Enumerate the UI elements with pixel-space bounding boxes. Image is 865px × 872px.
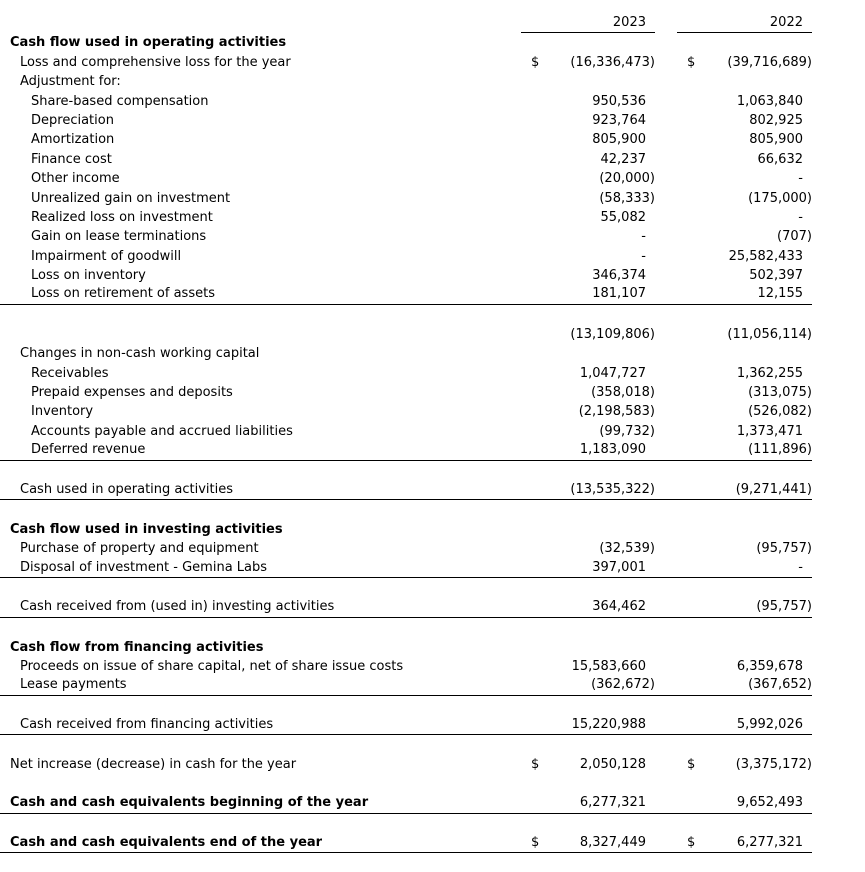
dollar-sign: $ — [531, 834, 540, 850]
value-2022 — [677, 169, 812, 188]
cell-value: 66,632 — [757, 151, 803, 167]
cell-value: (367,652) — [748, 677, 812, 693]
row-label: Cash received from financing activities — [20, 716, 274, 732]
cell-value: (95,757) — [756, 599, 812, 615]
value-2022 — [677, 715, 812, 734]
cell-value: 6,277,321 — [736, 834, 803, 850]
value-2022 — [677, 150, 812, 169]
table-row — [0, 520, 812, 539]
spacer-row — [0, 305, 812, 325]
value-2023 — [521, 169, 655, 188]
table-row — [0, 755, 812, 774]
cell-value: (3,375,172) — [735, 757, 812, 773]
value-2022 — [677, 597, 812, 616]
value-2023 — [521, 208, 655, 227]
value-2022 — [677, 383, 812, 402]
table-row — [0, 169, 812, 188]
cell-value: 6,277,321 — [579, 795, 646, 811]
value-2023 — [521, 539, 655, 558]
cell-value: 364,462 — [592, 599, 646, 615]
value-2023 — [521, 266, 655, 285]
row-label: Prepaid expenses and deposits — [31, 385, 233, 401]
row-label: Other income — [31, 171, 120, 187]
value-2023 — [521, 558, 655, 577]
value-2022 — [677, 558, 812, 577]
value-2023 — [521, 284, 655, 303]
cell-value: (9,271,441) — [735, 481, 812, 497]
table-row — [0, 657, 812, 676]
cell-value: - — [641, 229, 646, 245]
cell-value: (526,082) — [748, 404, 812, 420]
row-label: Impairment of goodwill — [31, 248, 182, 264]
spacer-row — [0, 500, 812, 520]
dollar-sign: $ — [687, 757, 696, 773]
row-label: Loss and comprehensive loss for the year — [20, 54, 291, 70]
cell-value: - — [641, 248, 646, 264]
cell-value: (362,672) — [591, 677, 655, 693]
row-label: Adjustment for: — [20, 74, 121, 90]
value-2023 — [521, 111, 655, 130]
value-2022 — [677, 325, 812, 344]
value-2023 — [521, 189, 655, 208]
cell-value: - — [798, 171, 803, 187]
cell-value: 5,992,026 — [736, 716, 803, 732]
cell-value: 181,107 — [592, 286, 646, 302]
value-2022 — [677, 440, 812, 459]
dollar-sign: $ — [531, 757, 540, 773]
cell-value: 1,047,727 — [579, 365, 646, 381]
table-row — [0, 266, 812, 285]
table-row — [0, 285, 812, 304]
cell-value: (2,198,583) — [578, 404, 655, 420]
table-row — [0, 422, 812, 441]
table-row — [0, 539, 812, 558]
value-2023 — [521, 227, 655, 246]
table-row — [0, 247, 812, 266]
value-2022 — [677, 480, 812, 499]
column-header-2023: 2023 — [612, 14, 646, 30]
row-label: Receivables — [31, 365, 109, 381]
row-label: Amortization — [31, 132, 115, 148]
row-label: Disposal of investment - Gemina Labs — [20, 559, 268, 575]
cell-value: 15,220,988 — [571, 716, 646, 732]
value-2023 — [521, 247, 655, 266]
table-row — [0, 33, 812, 52]
value-2023 — [521, 597, 655, 616]
value-2023 — [521, 675, 655, 694]
value-2022 — [677, 227, 812, 246]
value-2023 — [521, 833, 655, 852]
table-row — [0, 402, 812, 421]
row-label: Accounts payable and accrued liabilities — [31, 423, 293, 439]
value-2022 — [677, 657, 812, 676]
spacer-row — [0, 578, 812, 598]
cell-value: 1,063,840 — [736, 93, 803, 109]
row-label: Net increase (decrease) in cash for the year — [10, 757, 297, 773]
table-row — [0, 189, 812, 208]
value-2022 — [677, 364, 812, 383]
cell-value: (13,535,322) — [570, 481, 655, 497]
cell-value: (95,757) — [756, 541, 812, 557]
cell-value: - — [798, 209, 803, 225]
cell-value: (58,333) — [599, 190, 655, 206]
value-2023 — [521, 325, 655, 344]
cell-value: (111,896) — [748, 442, 812, 458]
spacer-row — [0, 461, 812, 481]
value-2023 — [521, 383, 655, 402]
dollar-sign: $ — [687, 834, 696, 850]
value-2023 — [521, 130, 655, 149]
value-2022 — [677, 208, 812, 227]
row-label: Cash flow used in investing activities — [10, 521, 283, 537]
cell-value: - — [798, 559, 803, 575]
value-2022 — [677, 266, 812, 285]
cell-value: (707) — [777, 229, 812, 245]
cell-value: 397,001 — [592, 559, 646, 575]
value-2022 — [677, 111, 812, 130]
value-2022 — [677, 833, 812, 852]
cell-value: (20,000) — [599, 171, 655, 187]
cell-value: 502,397 — [749, 268, 803, 284]
row-label: Realized loss on investment — [31, 209, 213, 225]
column-header-row — [0, 14, 812, 33]
table-row — [0, 150, 812, 169]
value-2022 — [677, 793, 812, 812]
row-label: Finance cost — [31, 151, 112, 167]
year-2023-header — [521, 13, 655, 33]
value-2022 — [677, 92, 812, 111]
cell-value: 1,183,090 — [579, 442, 646, 458]
column-header-2022: 2022 — [769, 14, 803, 30]
table-row — [0, 364, 812, 383]
table-row — [0, 638, 812, 657]
cell-value: 15,583,660 — [571, 658, 646, 674]
table-row — [0, 598, 812, 617]
row-label: Changes in non-cash working capital — [20, 346, 260, 362]
value-2022 — [677, 53, 812, 72]
row-label: Deferred revenue — [31, 442, 146, 458]
row-label: Cash received from (used in) investing activities — [20, 599, 335, 615]
row-label: Cash used in operating activities — [20, 481, 234, 497]
row-label: Share-based compensation — [31, 93, 209, 109]
row-label: Inventory — [31, 404, 94, 420]
table-row — [0, 53, 812, 72]
cell-value: (32,539) — [599, 541, 655, 557]
row-label: Cash and cash equivalents beginning of the year — [10, 795, 369, 811]
value-2023 — [521, 53, 655, 72]
cell-value: (175,000) — [748, 190, 812, 206]
cell-value: 9,652,493 — [736, 795, 803, 811]
table-row — [0, 795, 812, 814]
table-row — [0, 716, 812, 735]
dollar-sign: $ — [687, 54, 696, 70]
row-label: Proceeds on issue of share capital, net of share issue costs — [20, 658, 404, 674]
cell-value: (358,018) — [591, 385, 655, 401]
spacer-row — [0, 814, 812, 834]
row-label: Purchase of property and equipment — [20, 541, 259, 557]
value-2022 — [677, 189, 812, 208]
cell-value: 12,155 — [757, 286, 803, 302]
cell-value: 8,327,449 — [579, 834, 646, 850]
value-2022 — [677, 539, 812, 558]
value-2023 — [521, 364, 655, 383]
value-2023 — [521, 92, 655, 111]
table-row — [0, 834, 812, 853]
value-2023 — [521, 755, 655, 774]
value-2023 — [521, 480, 655, 499]
cell-value: 923,764 — [592, 112, 646, 128]
cell-value: (13,109,806) — [570, 326, 655, 342]
value-2023 — [521, 422, 655, 441]
value-2023 — [521, 657, 655, 676]
cell-value: 55,082 — [600, 209, 646, 225]
row-label: Lease payments — [20, 677, 127, 693]
value-2023 — [521, 715, 655, 734]
cell-value: (313,075) — [748, 385, 812, 401]
cell-value: (16,336,473) — [570, 54, 655, 70]
spacer-row — [0, 696, 812, 716]
row-label: Cash flow from financing activities — [10, 639, 264, 655]
row-label: Depreciation — [31, 112, 114, 128]
dollar-sign: $ — [531, 54, 540, 70]
row-label: Gain on lease terminations — [31, 229, 207, 245]
table-row — [0, 383, 812, 402]
table-row — [0, 227, 812, 246]
value-2022 — [677, 247, 812, 266]
value-2022 — [677, 130, 812, 149]
value-2023 — [521, 150, 655, 169]
cell-value: 802,925 — [749, 112, 803, 128]
spacer-row — [0, 618, 812, 638]
row-label: Unrealized gain on investment — [31, 190, 231, 206]
cell-value: 2,050,128 — [579, 757, 646, 773]
cell-value: 1,373,471 — [736, 423, 803, 439]
value-2022 — [677, 284, 812, 303]
cell-value: 950,536 — [592, 93, 646, 109]
cell-value: 346,374 — [592, 268, 646, 284]
spacer-row — [0, 735, 812, 755]
row-label: Cash and cash equivalents end of the year — [10, 834, 323, 850]
cell-value: 805,900 — [749, 132, 803, 148]
table-row — [0, 208, 812, 227]
cell-value: 6,359,678 — [736, 658, 803, 674]
table-rows — [0, 33, 812, 853]
value-2022 — [677, 675, 812, 694]
table-row — [0, 344, 812, 363]
cell-value: 805,900 — [592, 132, 646, 148]
cell-value: 25,582,433 — [728, 248, 803, 264]
row-label: Loss on retirement of assets — [31, 286, 215, 302]
cell-value: 1,362,255 — [736, 365, 803, 381]
row-label: Cash flow used in operating activities — [10, 35, 287, 51]
year-2022-header — [677, 13, 812, 33]
cell-value: (39,716,689) — [727, 54, 812, 70]
value-2022 — [677, 402, 812, 421]
value-2022 — [677, 755, 812, 774]
value-2023 — [521, 793, 655, 812]
table-row — [0, 130, 812, 149]
value-2023 — [521, 402, 655, 421]
cell-value: (11,056,114) — [727, 326, 812, 342]
row-label: Loss on inventory — [31, 268, 146, 284]
spacer-row — [0, 775, 812, 795]
table-row — [0, 72, 812, 91]
value-2023 — [521, 440, 655, 459]
table-row — [0, 111, 812, 130]
cell-value: 42,237 — [600, 151, 646, 167]
table-row — [0, 481, 812, 500]
table-row — [0, 676, 812, 695]
table-row — [0, 92, 812, 111]
cell-value: (99,732) — [599, 423, 655, 439]
table-row — [0, 441, 812, 460]
table-row — [0, 325, 812, 344]
table-row — [0, 559, 812, 578]
value-2022 — [677, 422, 812, 441]
